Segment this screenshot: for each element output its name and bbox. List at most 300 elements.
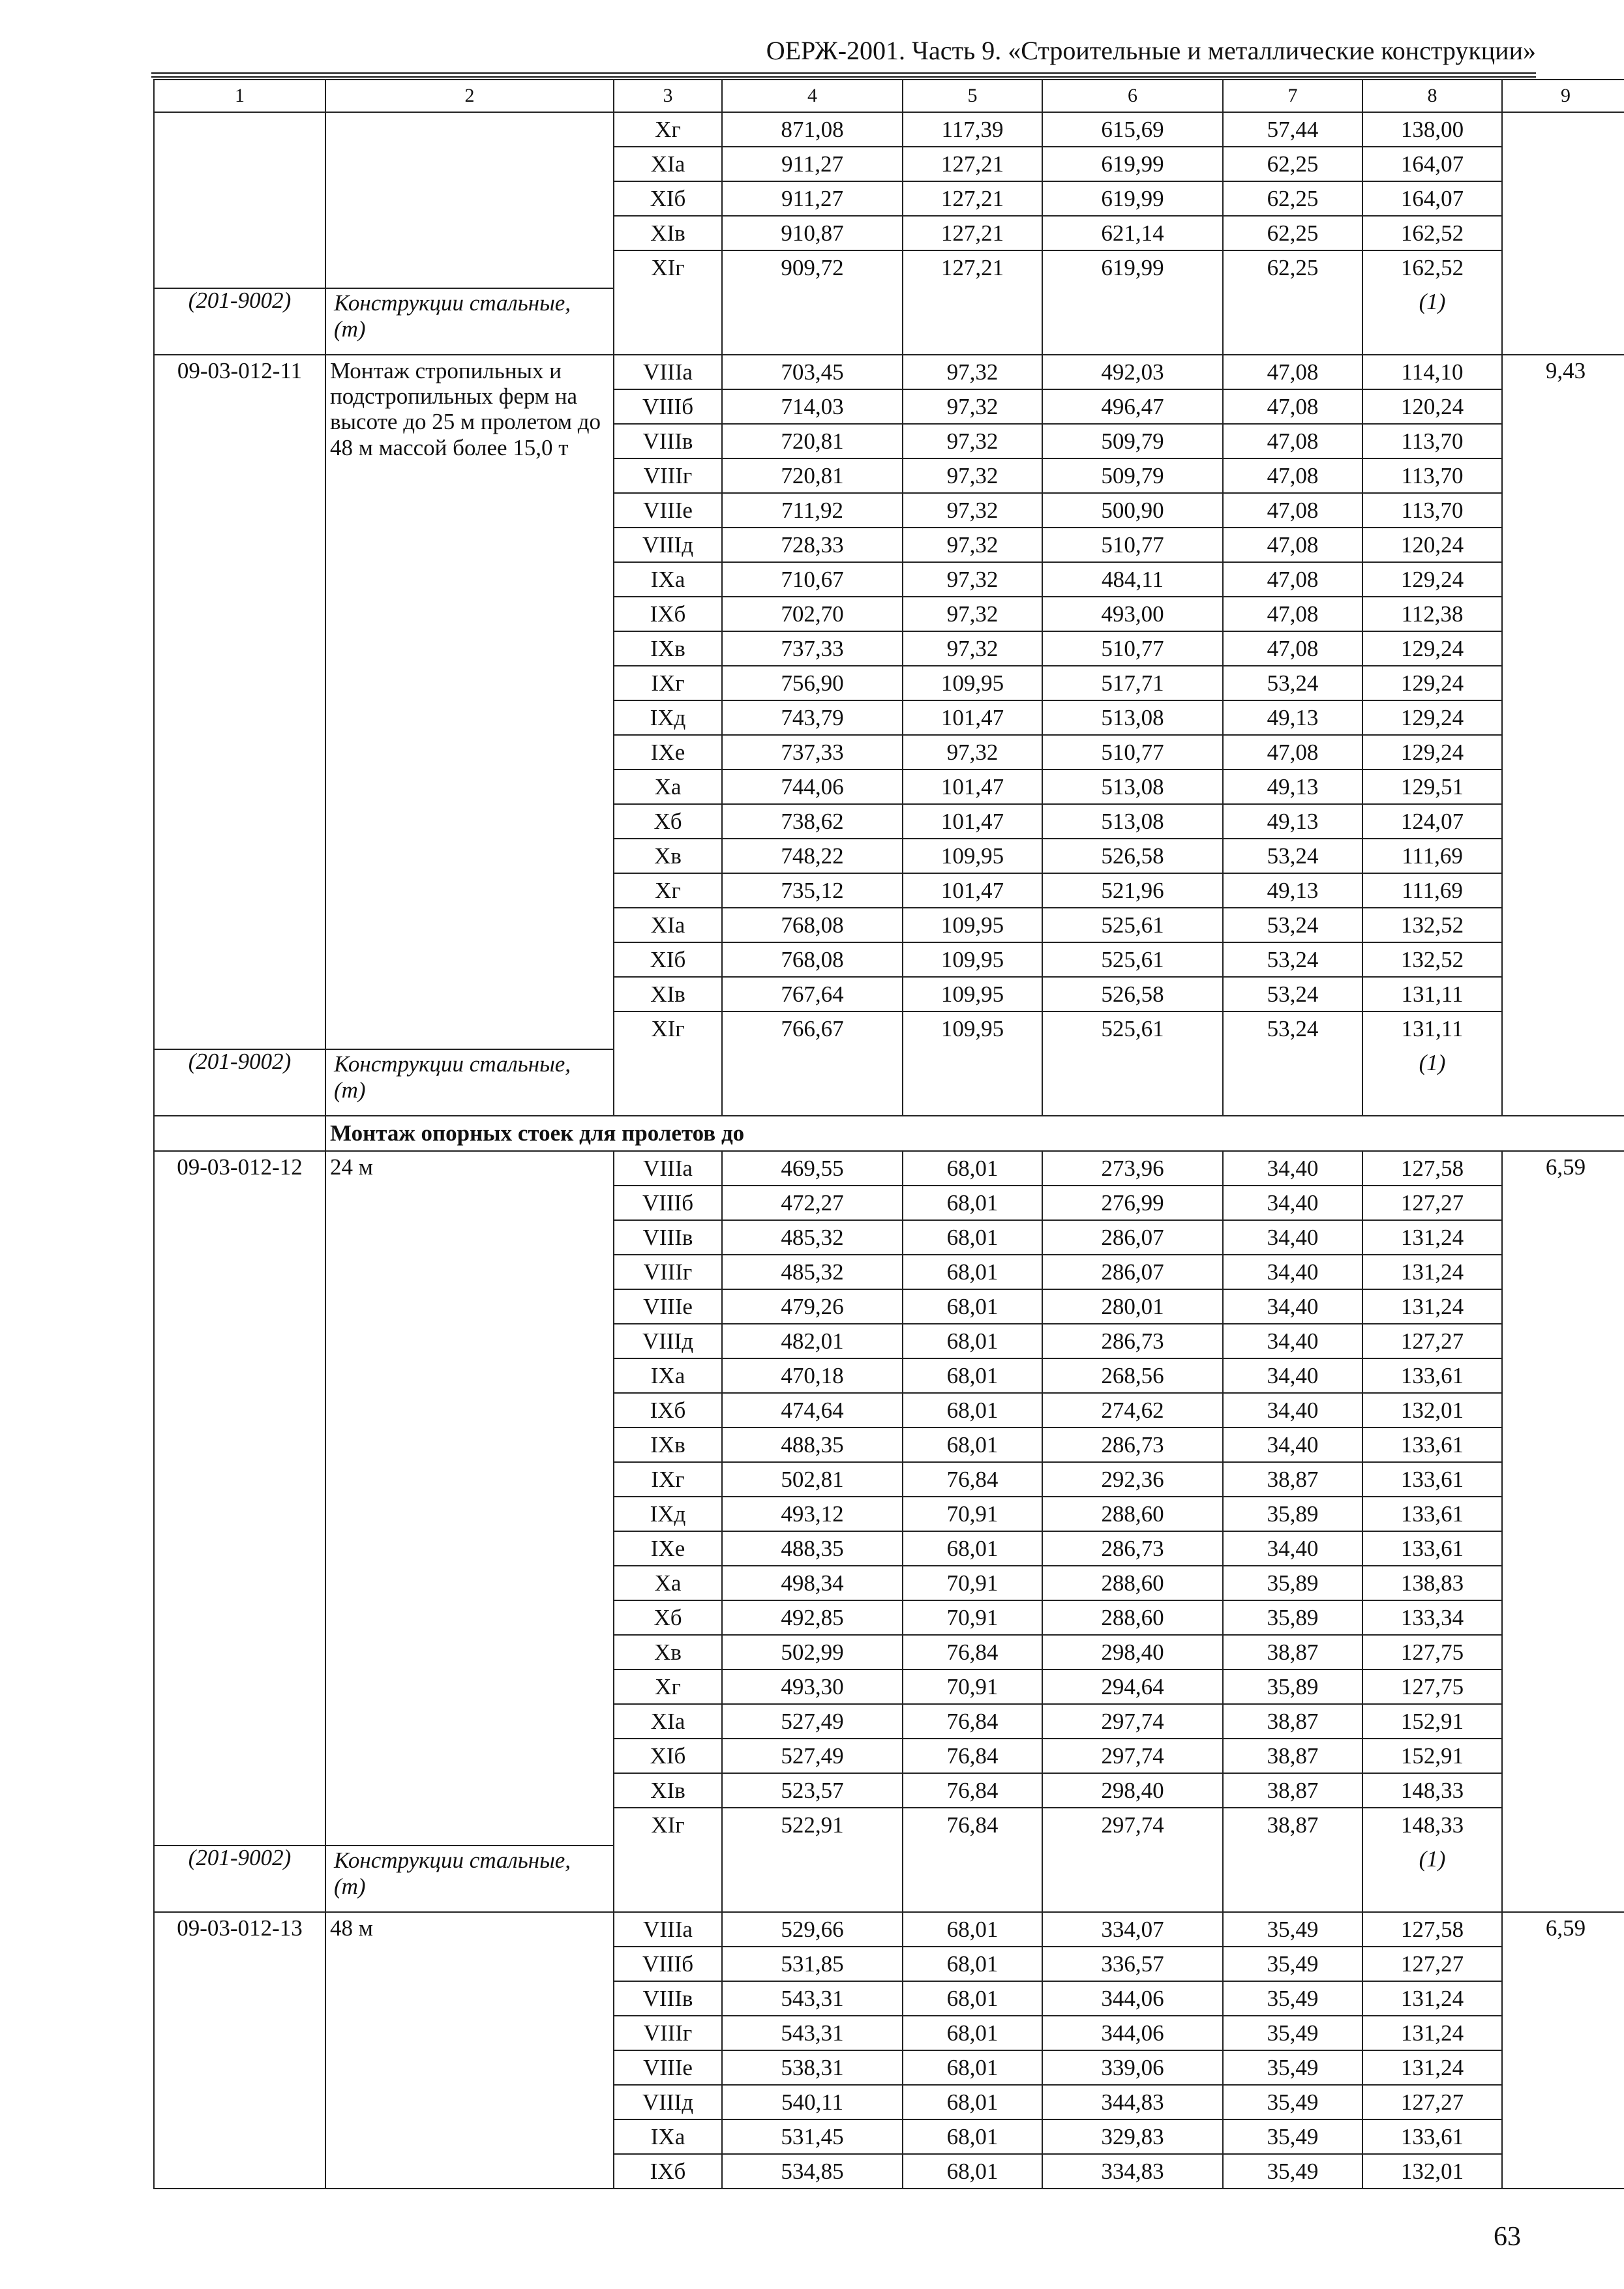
wages-cell: 68,01 <box>903 2154 1042 2189</box>
direct-cost-cell: 543,31 <box>722 2016 903 2050</box>
operator-wages-cell: 49,13 <box>1223 804 1362 839</box>
machine-cost-cell: 286,73 <box>1042 1531 1223 1566</box>
direct-cost-cell: 744,06 <box>722 770 903 804</box>
rate-code: 09-03-012-13 <box>154 1912 325 2189</box>
materials-cell: 111,69 <box>1362 839 1502 873</box>
table-row <box>154 355 1624 389</box>
operator-wages-cell: 53,24 <box>1223 666 1362 700</box>
operator-wages-cell: 47,08 <box>1223 631 1362 666</box>
column-number-4: 4 <box>722 80 903 112</box>
wages-cell: 68,01 <box>903 1255 1042 1289</box>
resource-empty-cell <box>903 288 1042 355</box>
column-number-8: 8 <box>1362 80 1502 112</box>
direct-cost-cell: 909,72 <box>722 250 903 288</box>
machine-cost-cell: 525,61 <box>1042 942 1223 977</box>
running-header: ОЕРЖ-2001. Часть 9. «Строительные и металлические конструкции» <box>766 36 1536 65</box>
machine-cost-cell: 526,58 <box>1042 977 1223 1011</box>
labor-cost-cell: 9,43 <box>1502 355 1624 1116</box>
operator-wages-cell: 34,40 <box>1223 1393 1362 1428</box>
wages-cell: 109,95 <box>903 908 1042 942</box>
machine-cost-cell: 339,06 <box>1042 2050 1223 2085</box>
wages-cell: 109,95 <box>903 666 1042 700</box>
resource-empty-cell <box>722 1049 903 1116</box>
machine-cost-cell: 510,77 <box>1042 735 1223 770</box>
zone-cell: VIIIд <box>614 2085 722 2119</box>
resource-unit-line: (т) <box>334 1077 366 1103</box>
operator-wages-cell: 38,87 <box>1223 1635 1362 1669</box>
resource-empty-cell <box>614 1049 722 1116</box>
direct-cost-cell: 720,81 <box>722 458 903 493</box>
operator-wages-cell: 38,87 <box>1223 1462 1362 1497</box>
direct-cost-cell: 768,08 <box>722 942 903 977</box>
wages-cell: 127,21 <box>903 250 1042 288</box>
materials-cell: 131,24 <box>1362 1289 1502 1324</box>
machine-cost-cell: 517,71 <box>1042 666 1223 700</box>
wages-cell: 68,01 <box>903 2016 1042 2050</box>
materials-cell: 133,61 <box>1362 1462 1502 1497</box>
machine-cost-cell: 496,47 <box>1042 389 1223 424</box>
zone-cell: VIIIг <box>614 2016 722 2050</box>
operator-wages-cell: 35,49 <box>1223 2085 1362 2119</box>
resource-code: (201-9002) <box>188 1846 292 1870</box>
operator-wages-cell: 38,87 <box>1223 1704 1362 1739</box>
zone-cell: XIг <box>614 250 722 288</box>
machine-cost-cell: 268,56 <box>1042 1358 1223 1393</box>
operator-wages-cell: 35,49 <box>1223 2016 1362 2050</box>
direct-cost-cell: 485,32 <box>722 1220 903 1255</box>
materials-cell: 133,61 <box>1362 2119 1502 2154</box>
wages-cell: 68,01 <box>903 1912 1042 1947</box>
materials-cell: 127,58 <box>1362 1912 1502 1947</box>
zone-cell: IXе <box>614 1531 722 1566</box>
wages-cell: 101,47 <box>903 700 1042 735</box>
rates-table-body <box>154 80 1624 2189</box>
resource-name-cell <box>325 288 614 355</box>
wages-cell: 76,84 <box>903 1739 1042 1773</box>
wages-cell: 97,32 <box>903 389 1042 424</box>
zone-cell: IXд <box>614 1497 722 1531</box>
resource-empty-cell <box>1042 1846 1223 1912</box>
resource-name <box>334 1848 571 1900</box>
direct-cost-cell: 711,92 <box>722 493 903 528</box>
direct-cost-cell: 910,87 <box>722 216 903 250</box>
direct-cost-cell: 728,33 <box>722 528 903 562</box>
wages-cell: 127,21 <box>903 147 1042 181</box>
wages-cell: 76,84 <box>903 1773 1042 1808</box>
machine-cost-cell: 525,61 <box>1042 1011 1223 1049</box>
zone-cell: VIIIг <box>614 1255 722 1289</box>
materials-cell: 164,07 <box>1362 147 1502 181</box>
direct-cost-cell: 482,01 <box>722 1324 903 1358</box>
direct-cost-cell: 702,70 <box>722 597 903 631</box>
zone-cell: VIIIд <box>614 1324 722 1358</box>
machine-cost-cell: 513,08 <box>1042 700 1223 735</box>
materials-cell: 162,52 <box>1362 216 1502 250</box>
zone-cell: XIг <box>614 1011 722 1049</box>
materials-cell: 131,11 <box>1362 977 1502 1011</box>
column-number-9: 9 <box>1502 80 1624 112</box>
resource-empty-cell <box>1223 1846 1362 1912</box>
materials-cell: 148,33 <box>1362 1773 1502 1808</box>
resource-empty-cell <box>1042 288 1223 355</box>
resource-name-line: Конструкции стальные, <box>334 1051 571 1077</box>
direct-cost-cell: 492,85 <box>722 1600 903 1635</box>
machine-cost-cell: 510,77 <box>1042 631 1223 666</box>
zone-cell: IXа <box>614 562 722 597</box>
zone-cell: IXг <box>614 666 722 700</box>
section-title-row <box>154 1116 1624 1151</box>
direct-cost-cell: 470,18 <box>722 1358 903 1393</box>
wages-cell: 97,32 <box>903 735 1042 770</box>
direct-cost-cell: 522,91 <box>722 1808 903 1846</box>
machine-cost-cell: 484,11 <box>1042 562 1223 597</box>
zone-cell: IXб <box>614 597 722 631</box>
operator-wages-cell: 62,25 <box>1223 216 1362 250</box>
direct-cost-cell: 538,31 <box>722 2050 903 2085</box>
zone-cell: Xа <box>614 770 722 804</box>
machine-cost-cell: 329,83 <box>1042 2119 1223 2154</box>
machine-cost-cell: 286,07 <box>1042 1255 1223 1289</box>
machine-cost-cell: 286,07 <box>1042 1220 1223 1255</box>
zone-cell: VIIIб <box>614 389 722 424</box>
direct-cost-cell: 911,27 <box>722 147 903 181</box>
resource-qty-cell <box>1362 288 1502 355</box>
resource-code: (201-9002) <box>188 288 292 313</box>
machine-cost-cell: 292,36 <box>1042 1462 1223 1497</box>
direct-cost-cell: 743,79 <box>722 700 903 735</box>
direct-cost-cell: 720,81 <box>722 424 903 458</box>
zone-cell: XIв <box>614 1773 722 1808</box>
materials-cell: 129,24 <box>1362 666 1502 700</box>
zone-cell: XIг <box>614 1808 722 1846</box>
resource-row <box>154 1846 1624 1912</box>
machine-cost-cell: 286,73 <box>1042 1428 1223 1462</box>
wages-cell: 101,47 <box>903 770 1042 804</box>
zone-cell: Xб <box>614 804 722 839</box>
resource-empty-cell <box>1042 1049 1223 1116</box>
rates-table <box>153 79 1624 2189</box>
wages-cell: 97,32 <box>903 597 1042 631</box>
wages-cell: 68,01 <box>903 2085 1042 2119</box>
operator-wages-cell: 53,24 <box>1223 908 1362 942</box>
column-number-6: 6 <box>1042 80 1223 112</box>
materials-cell: 127,75 <box>1362 1635 1502 1669</box>
column-number-1: 1 <box>154 80 325 112</box>
machine-cost-cell: 619,99 <box>1042 250 1223 288</box>
machine-cost-cell: 286,73 <box>1042 1324 1223 1358</box>
materials-cell: 131,24 <box>1362 1981 1502 2016</box>
resource-empty-cell <box>722 288 903 355</box>
direct-cost-cell: 911,27 <box>722 181 903 216</box>
operator-wages-cell: 47,08 <box>1223 562 1362 597</box>
zone-cell: IXв <box>614 1428 722 1462</box>
operator-wages-cell: 34,40 <box>1223 1220 1362 1255</box>
operator-wages-cell: 62,25 <box>1223 181 1362 216</box>
machine-cost-cell: 280,01 <box>1042 1289 1223 1324</box>
machine-cost-cell: 336,57 <box>1042 1947 1223 1981</box>
operator-wages-cell: 35,89 <box>1223 1600 1362 1635</box>
resource-name <box>334 1051 571 1104</box>
rate-name: Монтаж стропильных и подстропильных ферм на высоте до 25 м пролетом до 48 м массой более 15,0 т <box>325 355 614 1049</box>
direct-cost-cell: 502,99 <box>722 1635 903 1669</box>
column-number-2: 2 <box>325 80 614 112</box>
direct-cost-cell: 735,12 <box>722 873 903 908</box>
machine-cost-cell: 492,03 <box>1042 355 1223 389</box>
machine-cost-cell: 619,99 <box>1042 147 1223 181</box>
header-rule-bottom <box>151 76 1536 78</box>
operator-wages-cell: 47,08 <box>1223 389 1362 424</box>
direct-cost-cell: 469,55 <box>722 1151 903 1186</box>
zone-cell: VIIIа <box>614 355 722 389</box>
direct-cost-cell: 472,27 <box>722 1186 903 1220</box>
direct-cost-cell: 534,85 <box>722 2154 903 2189</box>
wages-cell: 68,01 <box>903 1393 1042 1428</box>
machine-cost-cell: 509,79 <box>1042 458 1223 493</box>
operator-wages-cell: 49,13 <box>1223 873 1362 908</box>
resource-row <box>154 1049 1624 1116</box>
zone-cell: VIIIа <box>614 1912 722 1947</box>
machine-cost-cell: 298,40 <box>1042 1635 1223 1669</box>
operator-wages-cell: 38,87 <box>1223 1808 1362 1846</box>
operator-wages-cell: 35,49 <box>1223 2119 1362 2154</box>
resource-qty: (1) <box>1419 288 1446 314</box>
operator-wages-cell: 34,40 <box>1223 1151 1362 1186</box>
wages-cell: 68,01 <box>903 1947 1042 1981</box>
section-title: Монтаж опорных стоек для пролетов до <box>325 1116 1624 1151</box>
wages-cell: 76,84 <box>903 1808 1042 1846</box>
zone-cell: VIIIв <box>614 1981 722 2016</box>
materials-cell: 131,24 <box>1362 1220 1502 1255</box>
rate-code: 09-03-012-12 <box>154 1151 325 1846</box>
machine-cost-cell: 334,83 <box>1042 2154 1223 2189</box>
column-number-3: 3 <box>614 80 722 112</box>
operator-wages-cell: 47,08 <box>1223 735 1362 770</box>
direct-cost-cell: 543,31 <box>722 1981 903 2016</box>
wages-cell: 68,01 <box>903 2050 1042 2085</box>
operator-wages-cell: 34,40 <box>1223 1289 1362 1324</box>
wages-cell: 68,01 <box>903 1981 1042 2016</box>
labor-cost-empty <box>1502 112 1624 355</box>
resource-qty: (1) <box>1419 1049 1446 1075</box>
wages-cell: 70,91 <box>903 1600 1042 1635</box>
operator-wages-cell: 49,13 <box>1223 770 1362 804</box>
direct-cost-cell: 756,90 <box>722 666 903 700</box>
direct-cost-cell: 748,22 <box>722 839 903 873</box>
materials-cell: 133,61 <box>1362 1497 1502 1531</box>
zone-cell: XIв <box>614 977 722 1011</box>
operator-wages-cell: 35,49 <box>1223 2050 1362 2085</box>
section-empty-cell <box>154 1116 325 1151</box>
materials-cell: 114,10 <box>1362 355 1502 389</box>
wages-cell: 97,32 <box>903 528 1042 562</box>
table-row <box>154 112 1624 147</box>
materials-cell: 131,24 <box>1362 2016 1502 2050</box>
materials-cell: 127,27 <box>1362 1947 1502 1981</box>
machine-cost-cell: 274,62 <box>1042 1393 1223 1428</box>
machine-cost-cell: 288,60 <box>1042 1497 1223 1531</box>
operator-wages-cell: 35,89 <box>1223 1566 1362 1600</box>
operator-wages-cell: 53,24 <box>1223 942 1362 977</box>
resource-empty-cell <box>903 1846 1042 1912</box>
zone-cell: XIа <box>614 147 722 181</box>
operator-wages-cell: 35,49 <box>1223 1981 1362 2016</box>
zone-cell: IXб <box>614 2154 722 2189</box>
machine-cost-cell: 294,64 <box>1042 1669 1223 1704</box>
resource-empty-cell <box>614 1846 722 1912</box>
operator-wages-cell: 38,87 <box>1223 1739 1362 1773</box>
zone-cell: XIб <box>614 942 722 977</box>
operator-wages-cell: 47,08 <box>1223 493 1362 528</box>
direct-cost-cell: 493,30 <box>722 1669 903 1704</box>
labor-cost-cell: 6,59 <box>1502 1912 1624 2189</box>
operator-wages-cell: 35,49 <box>1223 1912 1362 1947</box>
machine-cost-cell: 509,79 <box>1042 424 1223 458</box>
wages-cell: 68,01 <box>903 2119 1042 2154</box>
materials-cell: 138,83 <box>1362 1566 1502 1600</box>
materials-cell: 132,52 <box>1362 908 1502 942</box>
wages-cell: 76,84 <box>903 1635 1042 1669</box>
operator-wages-cell: 35,89 <box>1223 1497 1362 1531</box>
materials-cell: 129,24 <box>1362 562 1502 597</box>
direct-cost-cell: 871,08 <box>722 112 903 147</box>
resource-code: (201-9002) <box>188 1049 292 1074</box>
materials-cell: 120,24 <box>1362 528 1502 562</box>
resource-empty-cell <box>1223 1049 1362 1116</box>
direct-cost-cell: 527,49 <box>722 1704 903 1739</box>
zone-cell: IXа <box>614 2119 722 2154</box>
direct-cost-cell: 767,64 <box>722 977 903 1011</box>
zone-cell: IXа <box>614 1358 722 1393</box>
operator-wages-cell: 35,49 <box>1223 1947 1362 1981</box>
direct-cost-cell: 523,57 <box>722 1773 903 1808</box>
machine-cost-cell: 513,08 <box>1042 770 1223 804</box>
wages-cell: 97,32 <box>903 631 1042 666</box>
resource-unit-line: (т) <box>334 316 366 342</box>
machine-cost-cell: 621,14 <box>1042 216 1223 250</box>
machine-cost-cell: 500,90 <box>1042 493 1223 528</box>
materials-cell: 127,58 <box>1362 1151 1502 1186</box>
zone-cell: VIIIб <box>614 1947 722 1981</box>
direct-cost-cell: 531,85 <box>722 1947 903 1981</box>
materials-cell: 131,24 <box>1362 2050 1502 2085</box>
direct-cost-cell: 766,67 <box>722 1011 903 1049</box>
resource-unit-line: (т) <box>334 1874 366 1900</box>
direct-cost-cell: 488,35 <box>722 1428 903 1462</box>
resource-empty-cell <box>1223 288 1362 355</box>
rate-name: 48 м <box>325 1912 614 2189</box>
wages-cell: 97,32 <box>903 562 1042 597</box>
wages-cell: 76,84 <box>903 1462 1042 1497</box>
wages-cell: 109,95 <box>903 839 1042 873</box>
direct-cost-cell: 529,66 <box>722 1912 903 1947</box>
zone-cell: VIIIб <box>614 1186 722 1220</box>
direct-cost-cell: 488,35 <box>722 1531 903 1566</box>
header-rule-top <box>151 72 1536 74</box>
materials-cell: 124,07 <box>1362 804 1502 839</box>
column-number-5: 5 <box>903 80 1042 112</box>
rate-code: 09-03-012-11 <box>154 355 325 1049</box>
materials-cell: 113,70 <box>1362 458 1502 493</box>
rates-table-container <box>153 79 1586 2189</box>
zone-cell: XIа <box>614 908 722 942</box>
zone-cell: VIIIе <box>614 2050 722 2085</box>
operator-wages-cell: 47,08 <box>1223 458 1362 493</box>
machine-cost-cell: 344,83 <box>1042 2085 1223 2119</box>
zone-cell: VIIIе <box>614 493 722 528</box>
direct-cost-cell: 479,26 <box>722 1289 903 1324</box>
machine-cost-cell: 619,99 <box>1042 181 1223 216</box>
zone-cell: IXг <box>614 1462 722 1497</box>
wages-cell: 97,32 <box>903 355 1042 389</box>
wages-cell: 68,01 <box>903 1531 1042 1566</box>
materials-cell: 133,61 <box>1362 1358 1502 1393</box>
direct-cost-cell: 493,12 <box>722 1497 903 1531</box>
direct-cost-cell: 498,34 <box>722 1566 903 1600</box>
materials-cell: 152,91 <box>1362 1704 1502 1739</box>
materials-cell: 148,33 <box>1362 1808 1502 1846</box>
zone-cell: VIIIв <box>614 1220 722 1255</box>
direct-cost-cell: 738,62 <box>722 804 903 839</box>
zone-cell: Xб <box>614 1600 722 1635</box>
resource-qty: (1) <box>1419 1846 1446 1872</box>
machine-cost-cell: 344,06 <box>1042 2016 1223 2050</box>
wages-cell: 127,21 <box>903 181 1042 216</box>
direct-cost-cell: 485,32 <box>722 1255 903 1289</box>
resource-code-cell <box>154 1049 325 1116</box>
zone-cell: VIIIг <box>614 458 722 493</box>
operator-wages-cell: 49,13 <box>1223 700 1362 735</box>
zone-cell: Xа <box>614 1566 722 1600</box>
resource-code-cell <box>154 1846 325 1912</box>
zone-cell: XIб <box>614 1739 722 1773</box>
operator-wages-cell: 53,24 <box>1223 839 1362 873</box>
wages-cell: 97,32 <box>903 493 1042 528</box>
operator-wages-cell: 53,24 <box>1223 977 1362 1011</box>
rate-name-empty <box>325 112 614 288</box>
machine-cost-cell: 276,99 <box>1042 1186 1223 1220</box>
rate-code-empty <box>154 112 325 288</box>
rate-name: 24 м <box>325 1151 614 1846</box>
operator-wages-cell: 34,40 <box>1223 1428 1362 1462</box>
wages-cell: 68,01 <box>903 1289 1042 1324</box>
operator-wages-cell: 47,08 <box>1223 355 1362 389</box>
zone-cell: VIIIа <box>614 1151 722 1186</box>
materials-cell: 113,70 <box>1362 424 1502 458</box>
materials-cell: 129,24 <box>1362 735 1502 770</box>
zone-cell: Xг <box>614 112 722 147</box>
wages-cell: 117,39 <box>903 112 1042 147</box>
operator-wages-cell: 35,89 <box>1223 1669 1362 1704</box>
operator-wages-cell: 34,40 <box>1223 1255 1362 1289</box>
table-row <box>154 1912 1624 1947</box>
materials-cell: 164,07 <box>1362 181 1502 216</box>
machine-cost-cell: 513,08 <box>1042 804 1223 839</box>
operator-wages-cell: 35,49 <box>1223 2154 1362 2189</box>
materials-cell: 120,24 <box>1362 389 1502 424</box>
column-number-row <box>154 80 1624 112</box>
resource-empty-cell <box>903 1049 1042 1116</box>
operator-wages-cell: 34,40 <box>1223 1531 1362 1566</box>
wages-cell: 109,95 <box>903 1011 1042 1049</box>
zone-cell: VIIIд <box>614 528 722 562</box>
wages-cell: 109,95 <box>903 977 1042 1011</box>
materials-cell: 127,27 <box>1362 2085 1502 2119</box>
materials-cell: 113,70 <box>1362 493 1502 528</box>
zone-cell: XIв <box>614 216 722 250</box>
materials-cell: 127,27 <box>1362 1186 1502 1220</box>
machine-cost-cell: 273,96 <box>1042 1151 1223 1186</box>
resource-name-line: Конструкции стальные, <box>334 290 571 316</box>
